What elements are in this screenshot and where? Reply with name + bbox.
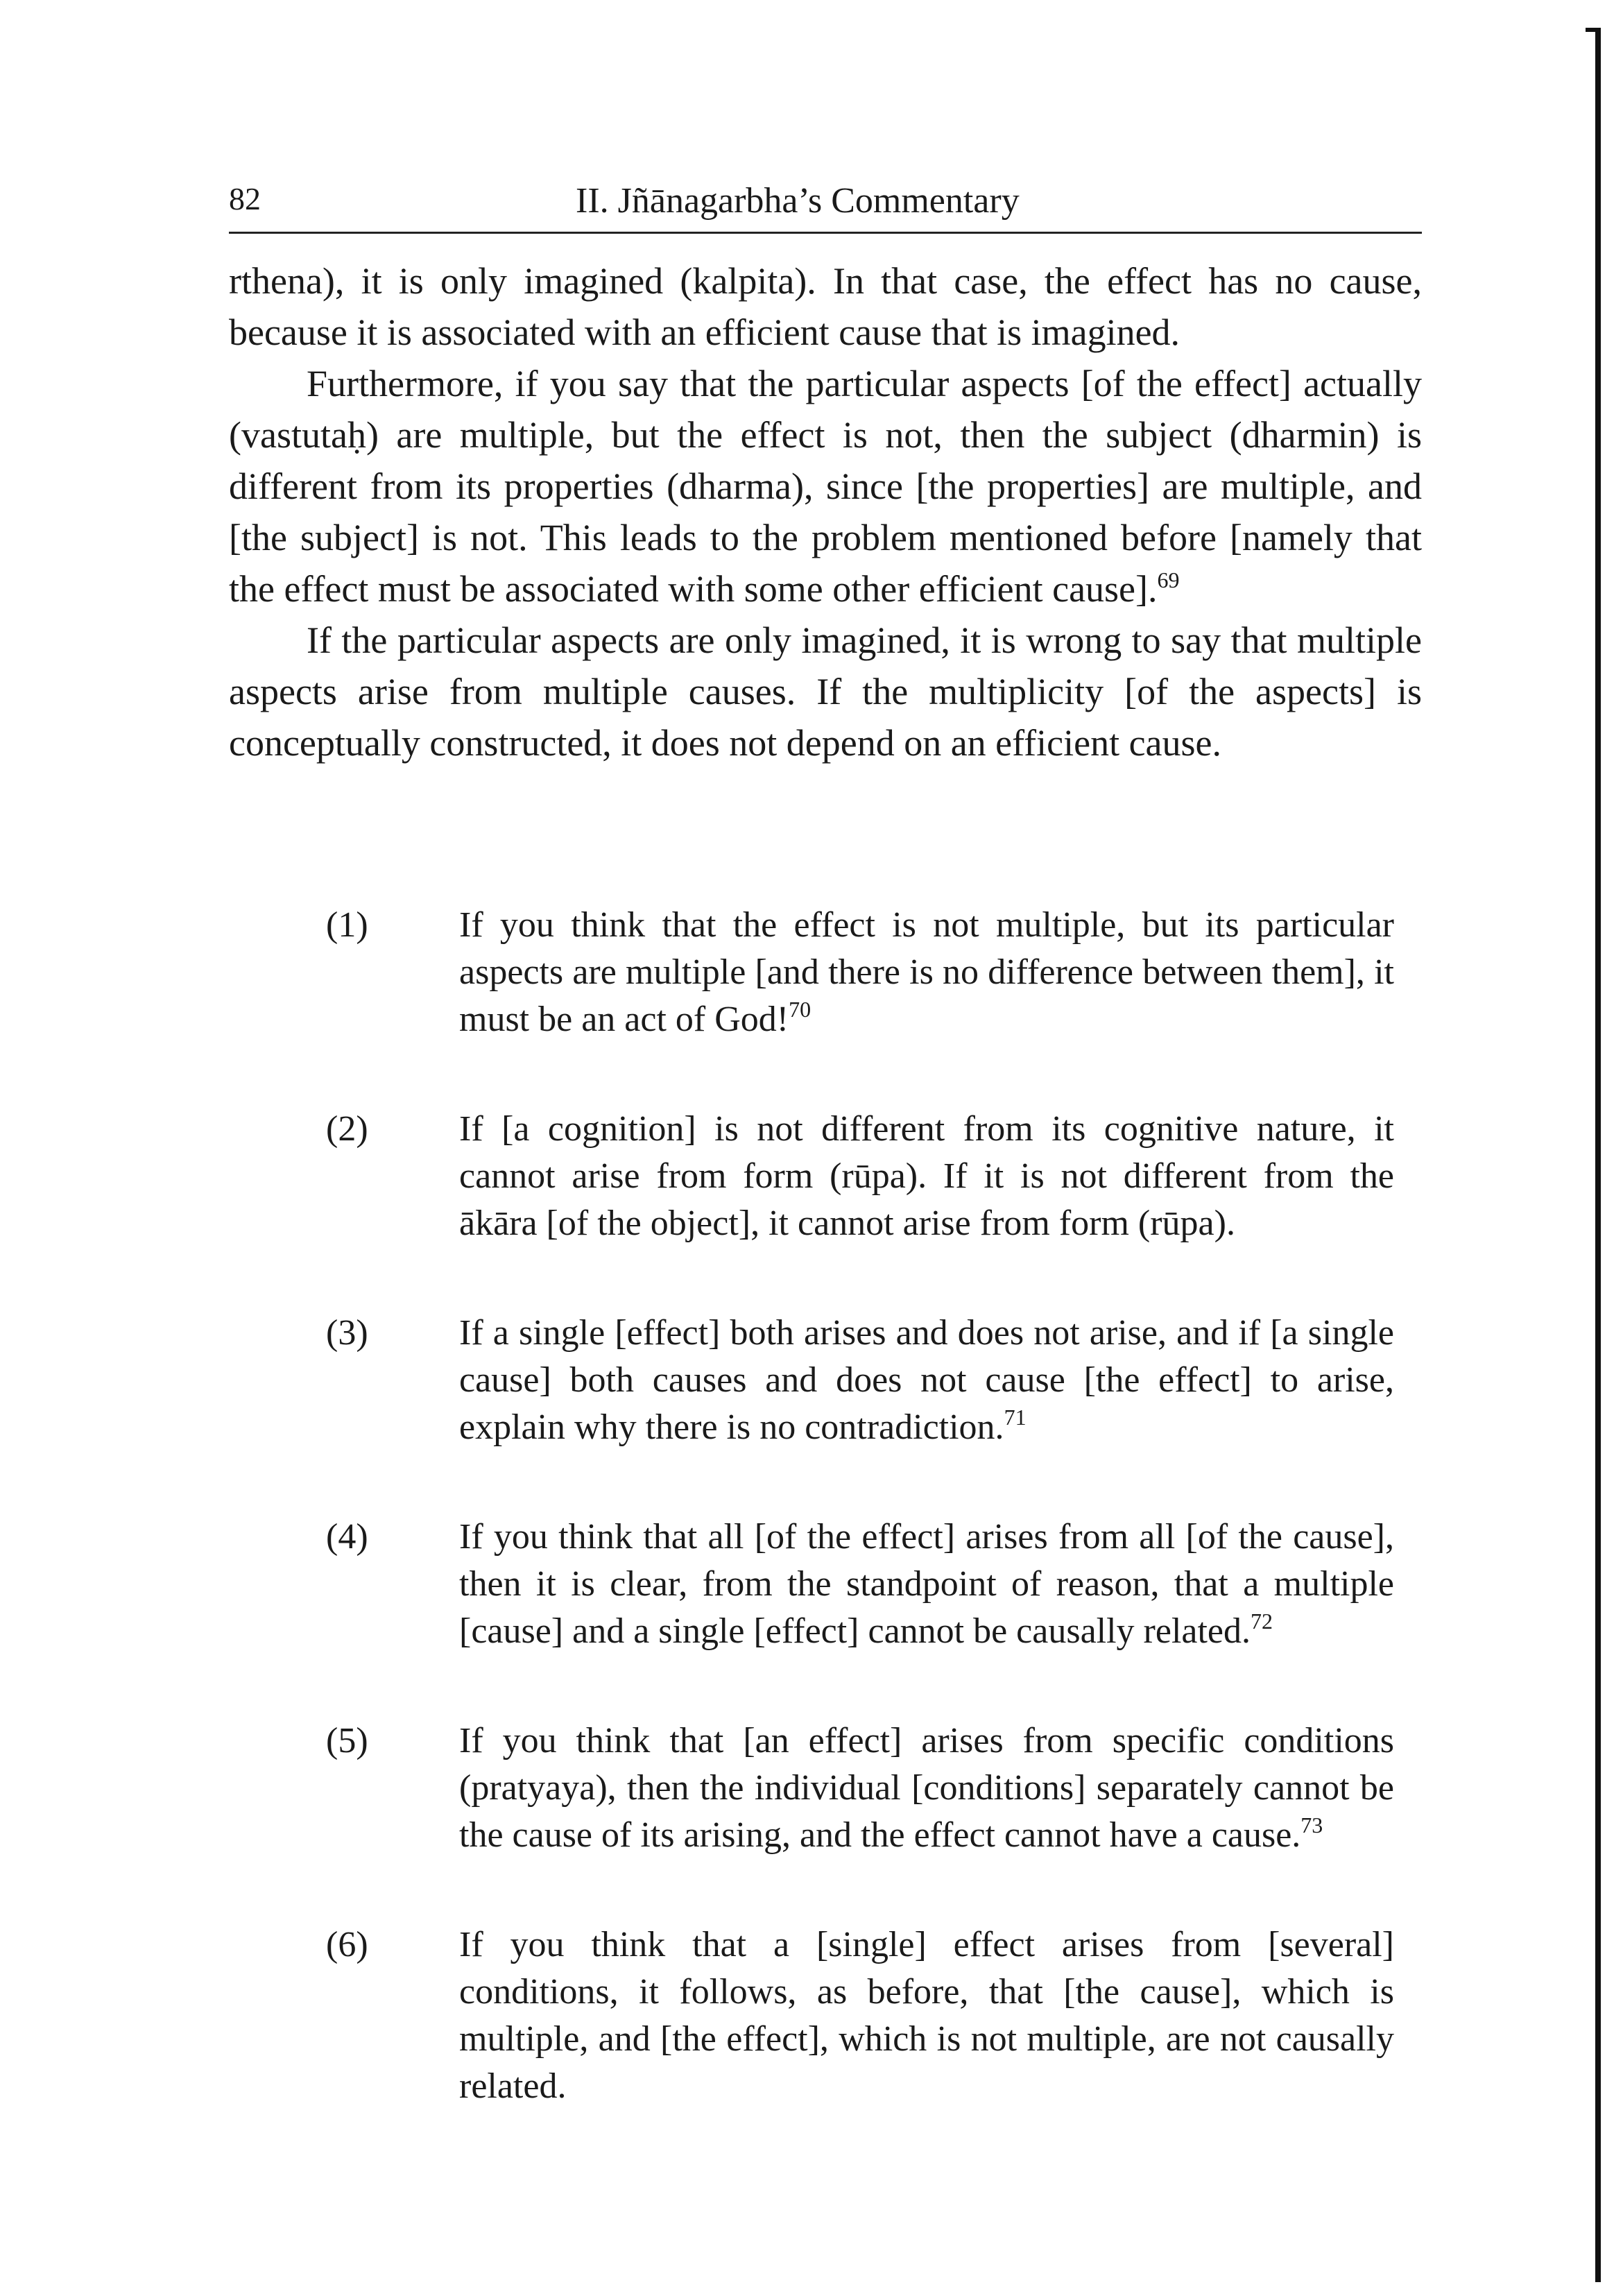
verse-item [326,1921,1394,2110]
verse-text: If you think that [an effect] arises from specific conditions (pratyaya), then the individual [conditions] separately cannot be the cause of its arising, and the effect cannot have a cause. [459,1721,1394,1855]
verse-text: If you think that a [single] effect arises from [several] conditions, it follows, as before, that [the cause], which is multiple, and [the effect], which is not multiple, are not causally related. [459,1925,1394,2106]
verse-number: (1) [326,905,368,945]
page-edge-rule [1595,28,1601,2282]
paragraph-3-text: If the particular aspects are only imagined, it is wrong to say that multiple aspects arise from multiple causes. If the multiplicity [of the aspects] is conceptually constructed, it does not depend on an efficient cause. [229,619,1422,764]
verse-number: (4) [326,1517,368,1557]
verse-item [326,1514,1394,1655]
paragraph-2-text: Furthermore, if you say that the particular aspects [of the effect] actually (vastutaḥ) are multiple, but the effect is not, then the subject (dharmin) is different from its properties (dharma), since [the properties] are multiple, and [the subject] is not. This leads to the problem mentioned before [namely that the effect must be associated with some other efficient cause]. [229,363,1422,610]
footnote-ref-69: 69 [1157,567,1180,592]
running-head: II. Jñānagarbha’s Commentary [576,181,1020,221]
verse-number: (3) [326,1313,368,1353]
verse-item [326,1717,1394,1859]
footnote-ref-70: 70 [789,997,812,1022]
verse-item [326,1106,1394,1247]
page-number: 82 [229,181,261,216]
verse-text: If a single [effect] both arises and does not arise, and if [a single cause] both causes and does not cause [the effect] to arise, explain why there is no contradiction. [459,1313,1394,1447]
paragraph-2 [229,358,1422,615]
verse-text: If you think that all [of the effect] arises from all [of the cause], then it is clear, from the standpoint of reason, that a multiple [cause] and a single [effect] cannot be causally related. [459,1517,1394,1651]
verse-item [326,1310,1394,1451]
verse-text: If [a cognition] is not different from its cognitive nature, it cannot arise from form (rūpa). If it is not different from the ākāra [of the object], it cannot arise from form (rūpa). [459,1109,1394,1243]
paragraph-1-text: rthena), it is only imagined (kalpita). In that case, the effect has no cause, because it is associated with an efficient cause that is imagined. [229,260,1422,353]
verse-number: (6) [326,1925,368,1964]
body-text [229,255,1422,832]
paragraph-3 [229,615,1422,769]
footnote-ref-73: 73 [1300,1813,1323,1837]
page-header [229,173,1422,234]
footnote-ref-72: 72 [1251,1609,1273,1634]
verse-item [326,902,1394,1043]
paragraph-1 [229,255,1422,358]
verse-number: (2) [326,1109,368,1149]
verse-text: If you think that the effect is not multiple, but its particular aspects are multiple [and there is no difference between them], it must be an act of God! [459,905,1394,1039]
verse-number: (5) [326,1721,368,1760]
verse-list [326,902,1394,2173]
page-edge-rule-cap [1586,28,1601,32]
footnote-ref-71: 71 [1004,1405,1027,1430]
